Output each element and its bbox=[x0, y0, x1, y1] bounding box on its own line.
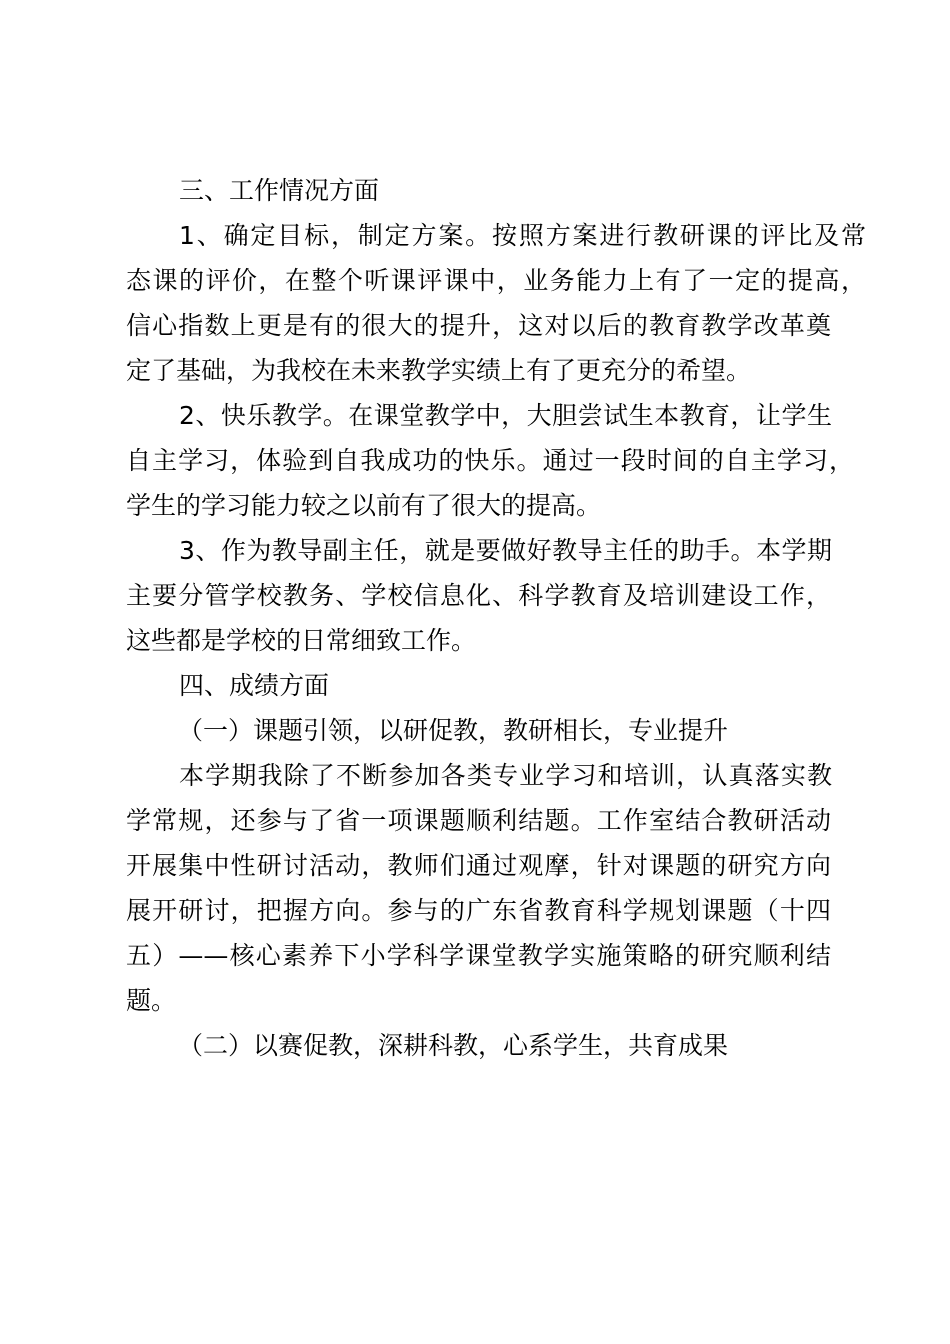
paragraph-line: 这些都是学校的日常细致工作。 bbox=[126, 626, 477, 655]
paragraph-line: 3、作为教导副主任，就是要做好教导主任的助手。本学期 bbox=[179, 536, 832, 565]
paragraph-line: 自主学习，体验到自我成功的快乐。通过一段时间的自主学习， bbox=[126, 446, 854, 475]
paragraph-line: 学生的学习能力较之以前有了很大的提高。 bbox=[126, 491, 602, 520]
paragraph-line: 学常规，还参与了省一项课题顺利结题。工作室结合教研活动 bbox=[126, 806, 831, 835]
paragraph-line: 信心指数上更是有的很大的提升，这对以后的教育教学改革奠 bbox=[126, 311, 831, 340]
paragraph-line: 主要分管学校教务、学校信息化、科学教育及培训建设工作， bbox=[126, 581, 831, 610]
paragraph-line: 展开研讨，把握方向。参与的广东省教育科学规划课题（十四 bbox=[126, 896, 831, 925]
paragraph-line: 题。 bbox=[126, 986, 177, 1015]
paragraph-line: 态课的评价，在整个听课评课中，业务能力上有了一定的提高， bbox=[126, 266, 866, 295]
paragraph-line: 2、快乐教学。在课堂教学中，大胆尝试生本教育，让学生 bbox=[179, 401, 832, 430]
section-heading-results: 四、成绩方面 bbox=[179, 671, 330, 700]
paragraph-line: 开展集中性研讨活动，教师们通过观摩，针对课题的研究方向 bbox=[126, 851, 831, 880]
paragraph-line: 本学期我除了不断参加各类专业学习和培训，认真落实教 bbox=[179, 761, 832, 790]
subsection-heading-2: （二）以赛促教，深耕科教，心系学生，共育成果 bbox=[178, 1031, 729, 1060]
paragraph-line: 定了基础，为我校在未来教学实绩上有了更充分的希望。 bbox=[126, 356, 752, 385]
subsection-heading-1: （一）课题引领，以研促教，教研相长，专业提升 bbox=[178, 716, 729, 745]
paragraph-line: 五）——核心素养下小学科学课堂教学实施策略的研究顺利结 bbox=[126, 941, 831, 970]
paragraph-line: 1、确定目标，制定方案。按照方案进行教研课的评比及常 bbox=[179, 221, 866, 250]
section-heading-work: 三、工作情况方面 bbox=[179, 176, 380, 205]
